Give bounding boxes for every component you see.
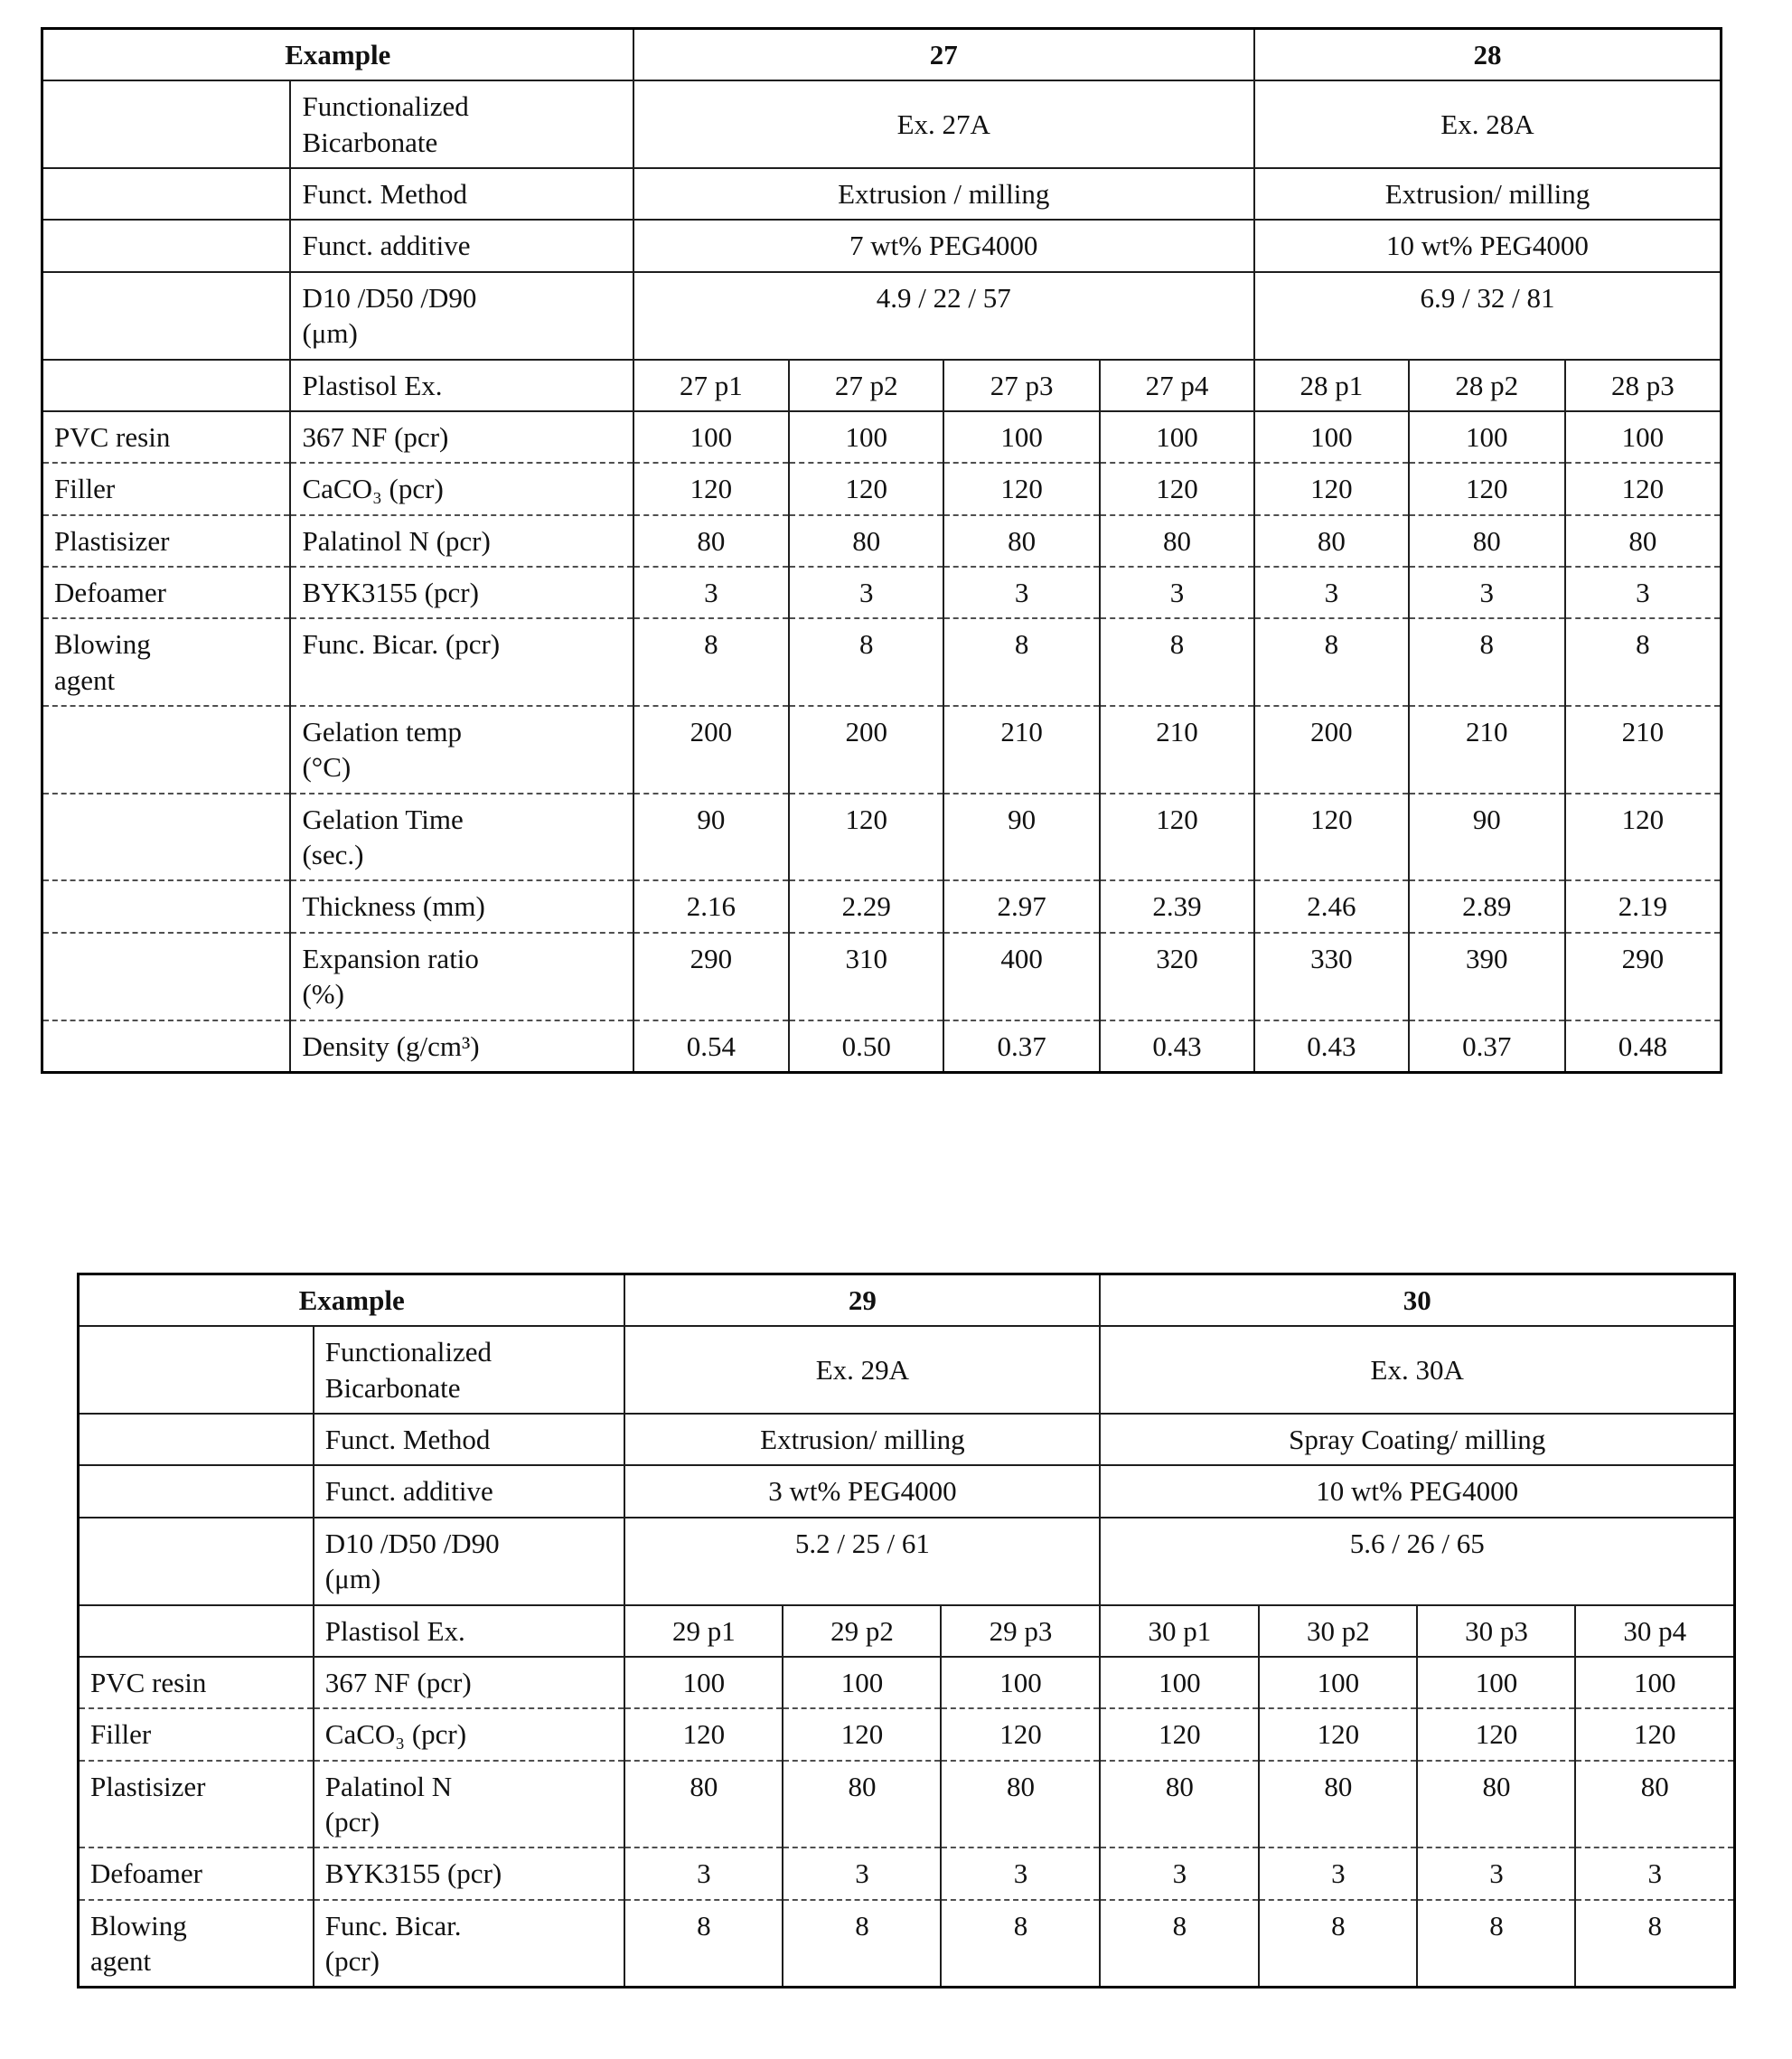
row-category-cell [79, 1414, 314, 1465]
table-row [79, 1414, 1735, 1465]
table-examples-29-30-region [77, 1273, 1736, 1988]
table-row [42, 618, 1722, 706]
value-cell: Extrusion/ milling [1254, 168, 1722, 220]
row-category-cell: Defoamer [42, 567, 291, 618]
table-row [42, 1020, 1722, 1073]
value-cell: 100 [624, 1657, 783, 1708]
value-cell: 0.43 [1254, 1020, 1409, 1073]
table-row [42, 933, 1722, 1020]
table-row [79, 1465, 1735, 1517]
row-label-cell: Gelation Time (sec.) [290, 794, 633, 881]
value-cell: 3 [1100, 567, 1254, 618]
row-label-cell: CaCO₃ (pcr) [290, 463, 633, 514]
row-category-cell: Plastisizer [79, 1761, 314, 1848]
example-27-header: 27 [633, 29, 1254, 81]
row-category-cell [79, 1605, 314, 1657]
value-cell: 3 [1575, 1847, 1734, 1899]
table-row [42, 880, 1722, 932]
value-cell: 3 [1565, 567, 1722, 618]
value-cell: 10 wt% PEG4000 [1100, 1465, 1734, 1517]
value-cell: 400 [943, 933, 1100, 1020]
value-cell: 210 [1100, 706, 1254, 794]
value-cell: 120 [1409, 463, 1565, 514]
value-cell: 29 p1 [624, 1605, 783, 1657]
value-cell: 210 [1409, 706, 1565, 794]
value-cell: 30 p1 [1100, 1605, 1259, 1657]
row-category-cell [42, 794, 291, 881]
value-cell: 8 [1565, 618, 1722, 706]
row-label-cell: Funct. Method [290, 168, 633, 220]
value-cell: 100 [1409, 411, 1565, 463]
row-category-cell: Filler [79, 1708, 314, 1760]
table-row [42, 168, 1722, 220]
value-cell: 3 wt% PEG4000 [624, 1465, 1100, 1517]
table-row [79, 1326, 1735, 1414]
row-label-cell: Plastisol Ex. [290, 360, 633, 411]
value-cell: Extrusion / milling [633, 168, 1254, 220]
row-category-cell [42, 360, 291, 411]
table-row [42, 463, 1722, 514]
row-label-cell: D10 /D50 /D90 (μm) [290, 272, 633, 360]
value-cell: 200 [789, 706, 943, 794]
value-cell: 2.16 [633, 880, 790, 932]
value-cell: 3 [943, 567, 1100, 618]
value-cell: 27 p1 [633, 360, 790, 411]
value-cell: 120 [1254, 794, 1409, 881]
table-row [42, 794, 1722, 881]
value-cell: 210 [943, 706, 1100, 794]
value-cell: 120 [783, 1708, 941, 1760]
value-cell: 120 [1100, 1708, 1259, 1760]
row-label-cell: Palatinol N (pcr) [314, 1761, 625, 1848]
row-category-cell [42, 1020, 291, 1073]
row-category-cell [42, 880, 291, 932]
value-cell: 100 [1259, 1657, 1417, 1708]
value-cell: 100 [943, 411, 1100, 463]
value-cell: 3 [1417, 1847, 1575, 1899]
value-cell: 100 [633, 411, 790, 463]
value-cell: 3 [1254, 567, 1409, 618]
value-cell: 3 [633, 567, 790, 618]
value-cell: Ex. 30A [1100, 1326, 1734, 1414]
value-cell: 0.54 [633, 1020, 790, 1073]
value-cell: 2.89 [1409, 880, 1565, 932]
table-row [42, 29, 1722, 81]
row-category-cell [42, 80, 291, 168]
value-cell: 8 [1259, 1900, 1417, 1988]
value-cell: 90 [943, 794, 1100, 881]
value-cell: 80 [1254, 515, 1409, 567]
value-cell: 4.9 / 22 / 57 [633, 272, 1254, 360]
row-category-cell [42, 933, 291, 1020]
row-category-cell [79, 1518, 314, 1605]
row-category-cell [42, 272, 291, 360]
row-label-cell: Density (g/cm³) [290, 1020, 633, 1073]
value-cell: 90 [633, 794, 790, 881]
row-label-cell: CaCO₃ (pcr) [314, 1708, 625, 1760]
row-label-cell: Plastisol Ex. [314, 1605, 625, 1657]
table-row [79, 1518, 1735, 1605]
value-cell: 8 [1254, 618, 1409, 706]
table-row [79, 1847, 1735, 1899]
value-cell: 8 [624, 1900, 783, 1988]
value-cell: 100 [941, 1657, 1100, 1708]
row-label-cell: Funct. additive [314, 1465, 625, 1517]
value-cell: 3 [624, 1847, 783, 1899]
value-cell: Spray Coating/ milling [1100, 1414, 1734, 1465]
value-cell: 8 [789, 618, 943, 706]
value-cell: 3 [941, 1847, 1100, 1899]
row-label-cell: 367 NF (pcr) [290, 411, 633, 463]
value-cell: 200 [1254, 706, 1409, 794]
value-cell: 100 [789, 411, 943, 463]
value-cell: 100 [1417, 1657, 1575, 1708]
example-30-header: 30 [1100, 1274, 1734, 1327]
example-29-header: 29 [624, 1274, 1100, 1327]
row-category-cell [42, 220, 291, 271]
value-cell: 30 p4 [1575, 1605, 1734, 1657]
value-cell: 30 p2 [1259, 1605, 1417, 1657]
table-row [79, 1605, 1735, 1657]
table-row [79, 1708, 1735, 1760]
value-cell: 100 [783, 1657, 941, 1708]
value-cell: 8 [1409, 618, 1565, 706]
value-cell: 120 [789, 794, 943, 881]
row-label-cell: Expansion ratio (%) [290, 933, 633, 1020]
value-cell: 390 [1409, 933, 1565, 1020]
value-cell: 8 [1575, 1900, 1734, 1988]
value-cell: 3 [783, 1847, 941, 1899]
value-cell: Extrusion/ milling [624, 1414, 1100, 1465]
row-category-cell: Defoamer [79, 1847, 314, 1899]
value-cell: 27 p2 [789, 360, 943, 411]
value-cell: 210 [1565, 706, 1722, 794]
row-label-cell: 367 NF (pcr) [314, 1657, 625, 1708]
table-row [42, 411, 1722, 463]
value-cell: 0.37 [943, 1020, 1100, 1073]
value-cell: 120 [1254, 463, 1409, 514]
row-category-cell: Blowing agent [79, 1900, 314, 1988]
row-category-cell [42, 168, 291, 220]
value-cell: 80 [1565, 515, 1722, 567]
value-cell: 120 [789, 463, 943, 514]
row-category-cell: Filler [42, 463, 291, 514]
value-cell: 330 [1254, 933, 1409, 1020]
row-label-cell: Func. Bicar. (pcr) [314, 1900, 625, 1988]
table-row [42, 567, 1722, 618]
value-cell: 8 [633, 618, 790, 706]
value-cell: 29 p3 [941, 1605, 1100, 1657]
value-cell: 120 [1100, 463, 1254, 514]
row-label-cell: Functionalized Bicarbonate [290, 80, 633, 168]
value-cell: 8 [1100, 1900, 1259, 1988]
row-category-cell: PVC resin [42, 411, 291, 463]
formulation-table-examples-29-30 [77, 1273, 1736, 1988]
value-cell: 100 [1100, 411, 1254, 463]
value-cell: 200 [633, 706, 790, 794]
row-category-cell: PVC resin [79, 1657, 314, 1708]
table-row [79, 1657, 1735, 1708]
value-cell: 8 [783, 1900, 941, 1988]
value-cell: 80 [1409, 515, 1565, 567]
value-cell: 310 [789, 933, 943, 1020]
value-cell: 30 p3 [1417, 1605, 1575, 1657]
value-cell: 2.19 [1565, 880, 1722, 932]
row-category-cell [42, 706, 291, 794]
example-header-label: Example [42, 29, 633, 81]
value-cell: 27 p3 [943, 360, 1100, 411]
value-cell: 80 [1575, 1761, 1734, 1848]
value-cell: 80 [624, 1761, 783, 1848]
value-cell: Ex. 27A [633, 80, 1254, 168]
value-cell: 120 [1259, 1708, 1417, 1760]
table-row [79, 1761, 1735, 1848]
value-cell: 29 p2 [783, 1605, 941, 1657]
value-cell: 320 [1100, 933, 1254, 1020]
value-cell: 90 [1409, 794, 1565, 881]
row-label-cell: Thickness (mm) [290, 880, 633, 932]
example-28-header: 28 [1254, 29, 1722, 81]
value-cell: 120 [1565, 794, 1722, 881]
value-cell: 8 [1100, 618, 1254, 706]
value-cell: 6.9 / 32 / 81 [1254, 272, 1722, 360]
value-cell: 120 [1100, 794, 1254, 881]
value-cell: 2.39 [1100, 880, 1254, 932]
value-cell: 28 p1 [1254, 360, 1409, 411]
row-label-cell: BYK3155 (pcr) [290, 567, 633, 618]
table-row [79, 1274, 1735, 1327]
value-cell: 100 [1254, 411, 1409, 463]
value-cell: 120 [1565, 463, 1722, 514]
value-cell: 3 [1409, 567, 1565, 618]
value-cell: 120 [941, 1708, 1100, 1760]
table-row [79, 1900, 1735, 1988]
value-cell: 120 [1575, 1708, 1734, 1760]
value-cell: 8 [943, 618, 1100, 706]
value-cell: Ex. 28A [1254, 80, 1722, 168]
row-label-cell: Functionalized Bicarbonate [314, 1326, 625, 1414]
value-cell: 80 [783, 1761, 941, 1848]
table-examples-27-28-region [41, 27, 1722, 1074]
value-cell: 2.46 [1254, 880, 1409, 932]
value-cell: 8 [941, 1900, 1100, 1988]
table-row [42, 272, 1722, 360]
row-label-cell: Gelation temp (°C) [290, 706, 633, 794]
value-cell: 80 [941, 1761, 1100, 1848]
row-category-cell [79, 1465, 314, 1517]
formulation-table-examples-27-28 [41, 27, 1722, 1074]
value-cell: 7 wt% PEG4000 [633, 220, 1254, 271]
row-label-cell: BYK3155 (pcr) [314, 1847, 625, 1899]
value-cell: 80 [1100, 1761, 1259, 1848]
value-cell: 10 wt% PEG4000 [1254, 220, 1722, 271]
value-cell: 28 p3 [1565, 360, 1722, 411]
value-cell: 80 [1100, 515, 1254, 567]
value-cell: 100 [1100, 1657, 1259, 1708]
value-cell: 3 [1100, 1847, 1259, 1899]
value-cell: 0.50 [789, 1020, 943, 1073]
value-cell: Ex. 29A [624, 1326, 1100, 1414]
example-header-label: Example [79, 1274, 625, 1327]
value-cell: 5.2 / 25 / 61 [624, 1518, 1100, 1605]
row-category-cell [79, 1326, 314, 1414]
row-category-cell: Blowing agent [42, 618, 291, 706]
value-cell: 0.48 [1565, 1020, 1722, 1073]
table-row [42, 360, 1722, 411]
value-cell: 2.97 [943, 880, 1100, 932]
value-cell: 100 [1565, 411, 1722, 463]
row-category-cell: Plastisizer [42, 515, 291, 567]
value-cell: 80 [943, 515, 1100, 567]
table-row [42, 80, 1722, 168]
value-cell: 80 [1417, 1761, 1575, 1848]
row-label-cell: D10 /D50 /D90 (μm) [314, 1518, 625, 1605]
value-cell: 3 [789, 567, 943, 618]
value-cell: 100 [1575, 1657, 1734, 1708]
value-cell: 80 [789, 515, 943, 567]
table-row [42, 515, 1722, 567]
value-cell: 290 [633, 933, 790, 1020]
row-label-cell: Funct. additive [290, 220, 633, 271]
value-cell: 0.37 [1409, 1020, 1565, 1073]
value-cell: 28 p2 [1409, 360, 1565, 411]
value-cell: 2.29 [789, 880, 943, 932]
value-cell: 120 [1417, 1708, 1575, 1760]
row-label-cell: Funct. Method [314, 1414, 625, 1465]
row-label-cell: Func. Bicar. (pcr) [290, 618, 633, 706]
value-cell: 120 [633, 463, 790, 514]
table-row [42, 706, 1722, 794]
value-cell: 120 [624, 1708, 783, 1760]
value-cell: 5.6 / 26 / 65 [1100, 1518, 1734, 1605]
value-cell: 120 [943, 463, 1100, 514]
table-row [42, 220, 1722, 271]
value-cell: 80 [633, 515, 790, 567]
value-cell: 3 [1259, 1847, 1417, 1899]
value-cell: 27 p4 [1100, 360, 1254, 411]
row-label-cell: Palatinol N (pcr) [290, 515, 633, 567]
value-cell: 80 [1259, 1761, 1417, 1848]
value-cell: 290 [1565, 933, 1722, 1020]
value-cell: 0.43 [1100, 1020, 1254, 1073]
value-cell: 8 [1417, 1900, 1575, 1988]
